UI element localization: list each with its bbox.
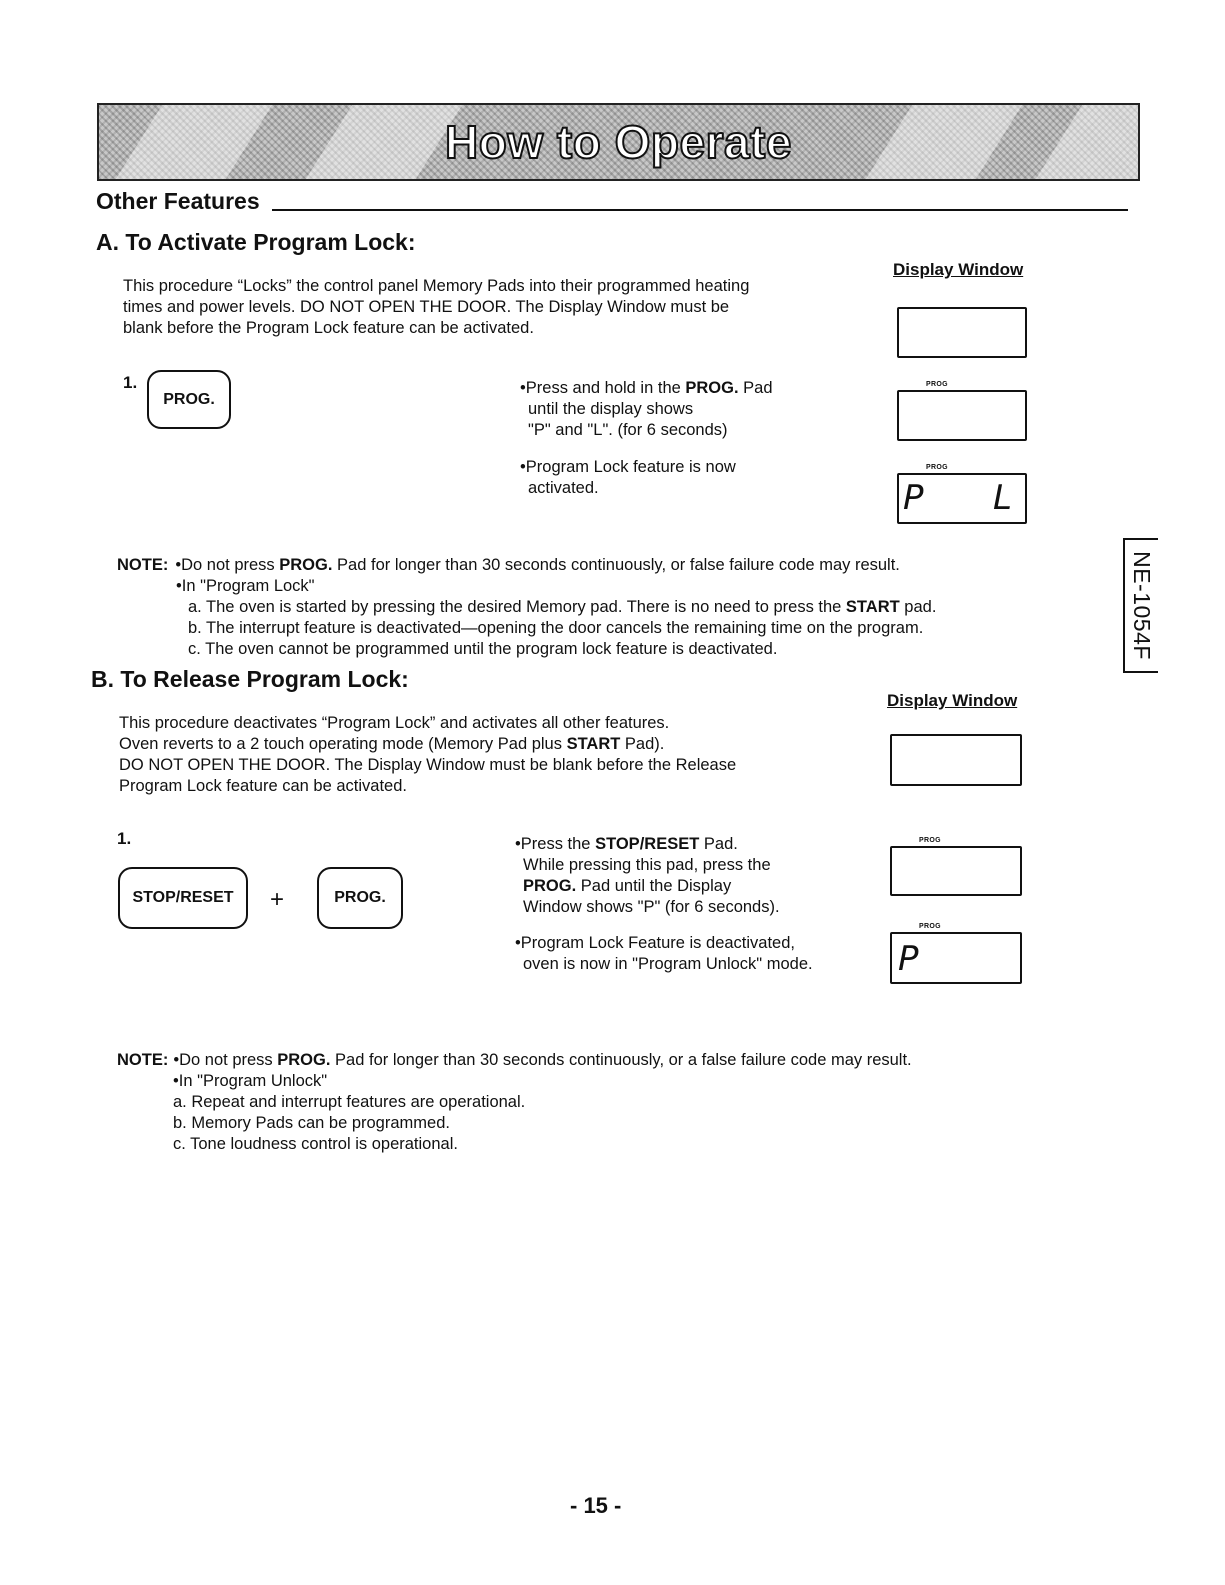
display-window-blank — [897, 307, 1027, 358]
model-number: NE-1054F — [1129, 551, 1156, 660]
page-number: - 15 - — [570, 1493, 622, 1518]
stop-reset-pad-button — [118, 867, 248, 929]
part-b-display-window-heading: Display Window — [887, 691, 1018, 710]
display-window-p-l — [897, 473, 1027, 524]
display-char-p: P — [903, 478, 924, 518]
part-b-bullet-1: •Press the STOP/RESET Pad. While pressing this pad, press the PROG. Pad until the Display Window shows "P" (for 6 seconds). — [515, 835, 780, 916]
model-side-tab — [1123, 538, 1158, 673]
display-window-prog — [890, 846, 1022, 896]
stop-reset-pad-label: STOP/RESET — [132, 889, 234, 906]
prog-pad-button — [317, 867, 403, 929]
part-a-title: A. To Activate Program Lock: — [96, 229, 416, 255]
section-title: Other Features — [96, 188, 260, 214]
section-rule — [272, 209, 1128, 211]
header-banner — [97, 103, 1140, 181]
intro-line: blank before the Program Lock feature can be activated. — [123, 319, 534, 337]
prog-pad-label: PROG. — [334, 889, 386, 906]
display-char-l: L — [993, 478, 1012, 518]
prog-pad-button — [147, 370, 231, 429]
part-a-bullet-1: •Press and hold in the PROG. Pad until the display shows "P" and "L". (for 6 seconds) — [520, 379, 773, 439]
display-window-prog — [897, 390, 1027, 441]
part-a-bullet-2: •Program Lock feature is now activated. — [520, 458, 736, 497]
part-a-intro — [123, 276, 749, 339]
display-window-blank — [890, 734, 1022, 786]
part-a-display-window-heading: Display Window — [893, 260, 1024, 279]
intro-line: This procedure “Locks” the control panel Memory Pads into their programmed heating — [123, 277, 750, 295]
display-window-p — [890, 932, 1022, 984]
part-b-title: B. To Release Program Lock: — [91, 666, 409, 692]
display-prog-indicator: PROG — [926, 464, 948, 471]
banner-title: How to Operate — [445, 116, 792, 168]
part-b-note: NOTE: •Do not press PROG. Pad for longer than 30 seconds continuously, or a false failure code may result. •In "Program Unlock" a. Repeat and interrupt features are operational. b. Memory Pads can be programmed. c. Tone loudness control is operational. — [117, 1051, 912, 1153]
part-a-note: NOTE: •Do not press PROG. Pad for longer than 30 seconds continuously, or false failure code may result. •In "Program Lock" a. The oven is started by pressing the desired Memory pad. There is no need to press the START pad. b. The interrupt feature is deactivated—opening the door cancels the remaining time on the program. c. The oven cannot be programmed until the program lock feature is deactivated. — [117, 556, 937, 658]
display-prog-indicator: PROG — [919, 837, 941, 844]
display-prog-indicator: PROG — [926, 381, 948, 388]
part-b-step-number: 1. — [117, 829, 132, 848]
part-b-bullet-2: •Program Lock Feature is deactivated, oven is now in "Program Unlock" mode. — [515, 934, 813, 973]
prog-pad-label: PROG. — [163, 390, 215, 408]
plus-sign: + — [270, 886, 285, 913]
part-a-step-number: 1. — [123, 373, 138, 392]
display-char-p: P — [898, 939, 919, 979]
part-b-intro: This procedure deactivates “Program Lock” and activates all other features. Oven reverts to a 2 touch operating mode (Memory Pad plus START Pad). DO NOT OPEN THE DOOR. The Display Window must be blank before the Release Program Lock feature can be activated. — [119, 714, 737, 795]
display-prog-indicator: PROG — [919, 923, 941, 930]
intro-line: times and power levels. DO NOT OPEN THE DOOR. The Display Window must be — [123, 298, 730, 316]
